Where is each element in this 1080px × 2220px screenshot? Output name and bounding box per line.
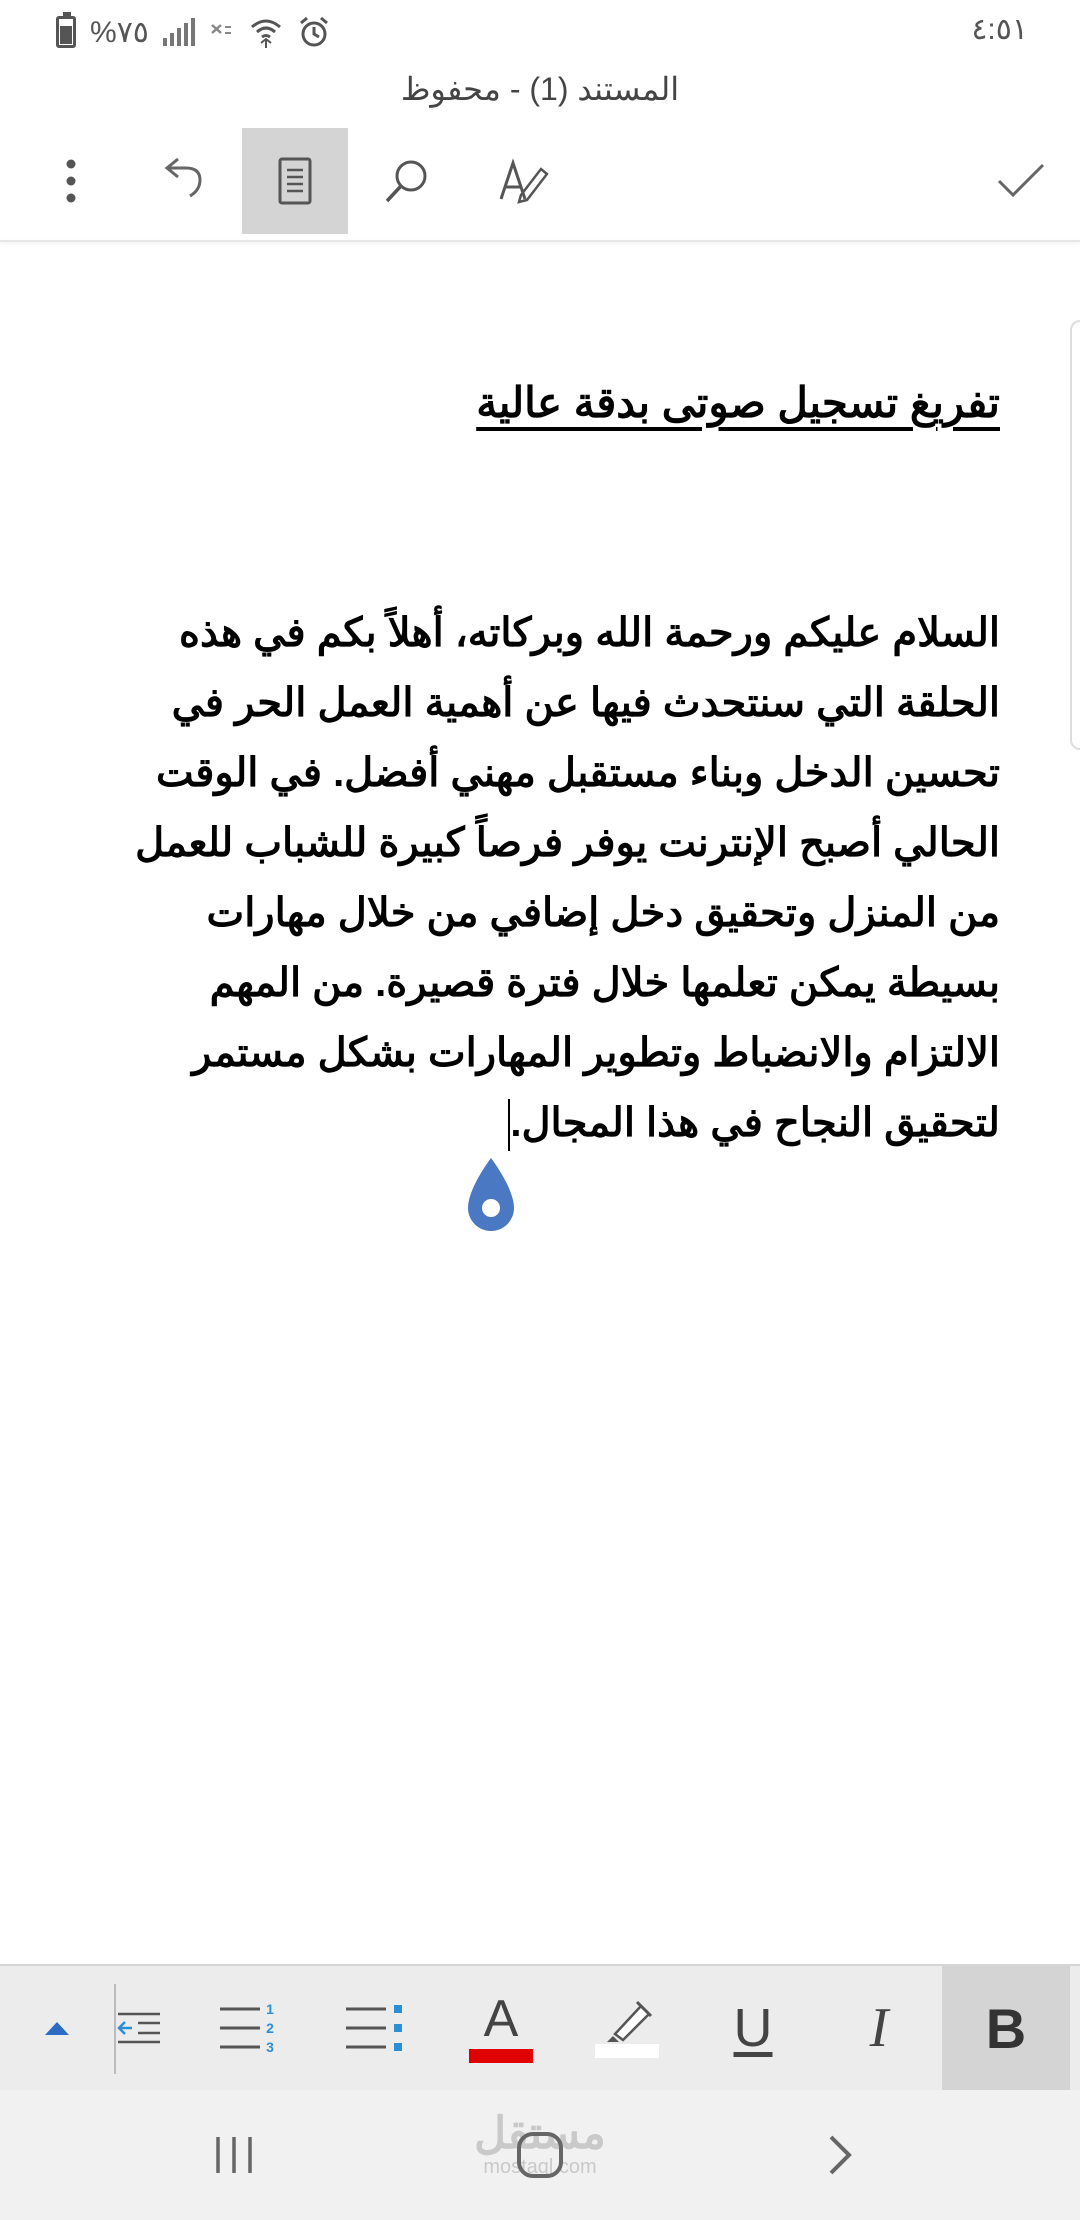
body-line-last <box>60 1088 1000 1158</box>
watermark-brand: مستقل <box>474 2109 606 2158</box>
body-line: السلام عليكم ورحمة الله وبركاته، أهلاً بكم في هذه <box>179 611 1000 655</box>
battery-icon <box>56 16 76 48</box>
wifi-icon <box>249 15 283 49</box>
bold-label: B <box>985 1996 1027 2060</box>
bullet-list-icon <box>344 2001 406 2055</box>
body-line: تحسين الدخل وبناء مستقبل مهني أفضل. في الوقت <box>156 751 1000 795</box>
document-body[interactable] <box>60 598 1000 1158</box>
caret-up-icon <box>45 2021 69 2035</box>
navigation-bar <box>0 2090 1080 2220</box>
scroll-indicator[interactable] <box>1070 320 1080 750</box>
battery-percent: %٧٥ <box>90 15 149 49</box>
body-line: بسيطة يمكن تعلمها خلال فترة قصيرة. من المهم <box>209 961 1000 1005</box>
bold-button[interactable] <box>942 1966 1070 2090</box>
mobile-view-button[interactable] <box>242 128 348 234</box>
done-button[interactable] <box>968 128 1074 234</box>
signal-icon <box>163 18 195 46</box>
body-line: الحالي أصبح الإنترنت يوفر فرصاً كبيرة للشباب للعمل <box>135 821 1000 865</box>
search-button[interactable] <box>354 128 460 234</box>
numbered-list-icon <box>218 2001 280 2055</box>
underline-button[interactable] <box>690 1966 816 2090</box>
bullet-list-button[interactable] <box>312 1966 438 2090</box>
more-options-button[interactable] <box>18 128 124 234</box>
search-icon <box>382 156 432 206</box>
document-title[interactable]: المستند (1) - محفوظ <box>400 71 680 107</box>
toolbar-divider <box>0 240 1080 242</box>
mobile-view-icon <box>277 156 313 206</box>
body-line: الحلقة التي سنتحدث فيها عن أهمية العمل الحر في <box>171 681 1000 725</box>
watermark-domain: mostaql.com <box>483 2156 597 2178</box>
font-color-swatch <box>469 2049 533 2063</box>
italic-button[interactable] <box>816 1966 942 2090</box>
font-color-button[interactable] <box>438 1966 564 2090</box>
status-bar <box>0 0 1080 62</box>
redo-button[interactable] <box>130 128 236 234</box>
expand-toolbar-button[interactable] <box>0 1966 114 2090</box>
numbered-list-button[interactable] <box>186 1966 312 2090</box>
underline-label: U <box>733 1998 773 2058</box>
status-time: ٤:٥١ <box>971 13 1028 46</box>
list-number: 3 <box>266 2039 274 2055</box>
format-toolbar <box>0 1964 1080 2090</box>
back-button[interactable] <box>800 2115 880 2195</box>
body-line: الالتزام والانضباط وتطوير المهارات بشكل مستمر <box>192 1031 1000 1075</box>
recent-apps-button[interactable] <box>194 2115 274 2195</box>
recent-apps-icon <box>212 2135 256 2175</box>
highlight-swatch <box>595 2044 659 2058</box>
highlighter-icon <box>599 1998 655 2042</box>
cursor-drop-handle[interactable] <box>466 1156 516 1234</box>
mobile-data-off-icon <box>209 21 235 43</box>
document-heading[interactable]: تفريغ تسجيل صوتى بدقة عالية <box>476 379 1000 426</box>
home-icon <box>515 2130 565 2180</box>
draw-button[interactable] <box>470 128 576 234</box>
body-line-text: لتحقيق النجاح في هذا المجال. <box>510 1101 1000 1145</box>
redo-icon <box>158 156 208 206</box>
font-color-letter: A <box>483 1990 519 2048</box>
status-icons <box>56 10 331 54</box>
chevron-right-icon <box>825 2133 855 2177</box>
done-check-icon <box>996 161 1046 201</box>
home-button[interactable] <box>500 2115 580 2195</box>
top-toolbar <box>0 128 1080 234</box>
body-line: من المنزل وتحقيق دخل إضافي من خلال مهارات <box>206 891 1000 935</box>
alarm-icon <box>297 15 331 49</box>
list-number: 1 <box>266 2001 274 2017</box>
decrease-indent-icon <box>116 2008 162 2048</box>
list-number: 2 <box>266 2020 274 2036</box>
decrease-indent-button[interactable] <box>116 1966 176 2090</box>
draw-icon <box>497 155 549 207</box>
italic-label: I <box>869 1997 889 2059</box>
highlight-button[interactable] <box>564 1966 690 2090</box>
more-options-icon <box>64 156 78 206</box>
